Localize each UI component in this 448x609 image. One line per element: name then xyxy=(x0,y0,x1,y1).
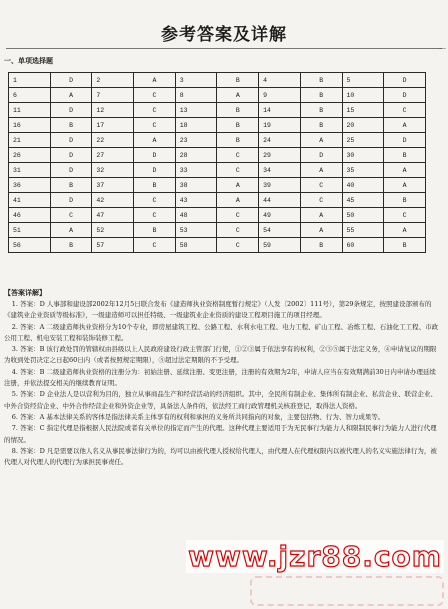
answer-letter-cell: A xyxy=(384,118,426,133)
question-number-cell: 8 xyxy=(175,88,217,103)
question-number-cell: 50 xyxy=(342,208,384,223)
answer-letter-cell: B xyxy=(300,118,342,133)
answer-letter-cell: C xyxy=(134,208,176,223)
answer-row xyxy=(9,163,426,178)
answer-letter-cell: B xyxy=(217,103,259,118)
answer-letter-cell: D xyxy=(50,73,92,88)
answer-letter-cell: B xyxy=(134,223,176,238)
question-number-cell: 47 xyxy=(92,208,134,223)
answer-letter-cell: B xyxy=(384,193,426,208)
answer-letter-cell: A xyxy=(300,223,342,238)
question-number-cell: 31 xyxy=(9,163,51,178)
question-number-cell: 44 xyxy=(259,193,301,208)
question-number-cell: 30 xyxy=(342,148,384,163)
question-number-cell: 39 xyxy=(259,178,301,193)
answer-letter-cell: B xyxy=(217,133,259,148)
answer-letter-cell: D xyxy=(134,163,176,178)
answer-row xyxy=(9,193,426,208)
question-number-cell: 53 xyxy=(175,223,217,238)
explanation-paragraph: 6. 答案：A 基本法律关系的客体是指法律关系主体享有的权利和承担的义务所共同指向的对象，主要包括物、行为、智力成果等。 xyxy=(11,412,385,421)
explanation-paragraph: 5. 答案：D 企业法人是以营利为目的，独立从事商品生产和经营活动的经济组织。其中，全民所有制企业、集体所有制企业、私营企业、联营企业、中外合资经营企业、中外合作经营企业和外资企业等，具备法人条件的，依法经工商行政管理机关核准登记，取得法人资格。 xyxy=(4,390,437,410)
question-number-cell: 25 xyxy=(342,133,384,148)
question-number-cell: 22 xyxy=(92,133,134,148)
answer-row xyxy=(9,103,426,118)
question-number-cell: 55 xyxy=(342,223,384,238)
answer-letter-cell: C xyxy=(217,223,259,238)
answer-letter-cell: C xyxy=(134,238,176,253)
answer-key-table xyxy=(8,72,426,253)
question-number-cell: 58 xyxy=(175,238,217,253)
answer-letter-cell: A xyxy=(217,178,259,193)
answer-letter-cell: C xyxy=(50,208,92,223)
answer-letter-cell: B xyxy=(300,238,342,253)
answer-letter-cell: A xyxy=(300,163,342,178)
question-number-cell: 49 xyxy=(259,208,301,223)
question-number-cell: 14 xyxy=(259,103,301,118)
answer-letter-cell: A xyxy=(217,88,259,103)
question-number-cell: 60 xyxy=(342,238,384,253)
question-number-cell: 36 xyxy=(9,178,51,193)
question-number-cell: 10 xyxy=(342,88,384,103)
answer-letter-cell: B xyxy=(384,238,426,253)
answer-row xyxy=(9,178,426,193)
answer-letter-cell: C xyxy=(134,88,176,103)
explanation-paragraph: 3. 答案：B 该行政处罚的管辖权由县级以上人民政府建设行政主管部门行使，①②③属于依法享有的权利，②③⑤属于法定义务，④申请复议的期限为收到处罚决定之日起60日内（或者按照规定期限），⑤超过法定期限的不予受理。 xyxy=(4,345,437,365)
question-number-cell: 4 xyxy=(259,73,301,88)
question-number-cell: 15 xyxy=(342,103,384,118)
answer-row xyxy=(9,133,426,148)
answer-letter-cell: B xyxy=(217,73,259,88)
question-number-cell: 3 xyxy=(175,73,217,88)
answer-letter-cell: B xyxy=(300,88,342,103)
answer-row xyxy=(9,208,426,223)
answer-letter-cell: A xyxy=(134,73,176,88)
question-number-cell: 23 xyxy=(175,133,217,148)
answer-letter-cell: C xyxy=(384,208,426,223)
question-number-cell: 28 xyxy=(175,148,217,163)
question-number-cell: 5 xyxy=(342,73,384,88)
question-number-cell: 27 xyxy=(92,148,134,163)
answer-letter-cell: D xyxy=(50,148,92,163)
question-number-cell: 17 xyxy=(92,118,134,133)
answer-letter-cell: D xyxy=(300,148,342,163)
answer-letter-cell: B xyxy=(50,238,92,253)
question-number-cell: 40 xyxy=(342,178,384,193)
question-number-cell: 52 xyxy=(92,223,134,238)
question-number-cell: 35 xyxy=(342,163,384,178)
question-number-cell: 6 xyxy=(9,88,51,103)
question-number-cell: 59 xyxy=(259,238,301,253)
answer-letter-cell: A xyxy=(50,223,92,238)
question-number-cell: 38 xyxy=(175,178,217,193)
answer-letter-cell: C xyxy=(300,178,342,193)
answer-letter-cell: B xyxy=(300,103,342,118)
question-number-cell: 43 xyxy=(175,193,217,208)
question-number-cell: 57 xyxy=(92,238,134,253)
answer-letter-cell: A xyxy=(300,208,342,223)
answer-letter-cell: B xyxy=(384,148,426,163)
question-number-cell: 33 xyxy=(175,163,217,178)
answer-letter-cell: D xyxy=(50,103,92,118)
answer-letter-cell: A xyxy=(217,193,259,208)
answer-letter-cell: D xyxy=(384,133,426,148)
question-number-cell: 48 xyxy=(175,208,217,223)
answer-letter-cell: B xyxy=(217,118,259,133)
answer-letter-cell: A xyxy=(384,163,426,178)
answer-letter-cell: D xyxy=(50,193,92,208)
answer-letter-cell: D xyxy=(384,73,426,88)
question-number-cell: 7 xyxy=(92,88,134,103)
answer-letter-cell: C xyxy=(217,238,259,253)
answer-row xyxy=(9,238,426,253)
question-number-cell: 19 xyxy=(259,118,301,133)
answer-letter-cell: D xyxy=(50,163,92,178)
explanations-block xyxy=(4,299,442,468)
question-number-cell: 37 xyxy=(92,178,134,193)
explanation-paragraph: 1. 答案：D 人事部和建设部2002年12月5日联合发布《建造师执业资格制度暂行规定》（人发〔2002〕111号），第29条规定，按照建设部颁布的《建筑业企业资质等级标准》，一级建造师可以担任特级、一级建筑业企业资质的建设工程项目施工的项目经理。 xyxy=(4,300,432,320)
answer-row xyxy=(9,223,426,238)
question-number-cell: 51 xyxy=(9,223,51,238)
question-number-cell: 18 xyxy=(175,118,217,133)
question-number-cell: 21 xyxy=(9,133,51,148)
question-number-cell: 26 xyxy=(9,148,51,163)
website-watermark: www.jzr88.com xyxy=(186,540,444,573)
answer-letter-cell: B xyxy=(300,73,342,88)
question-number-cell: 56 xyxy=(9,238,51,253)
question-number-cell: 54 xyxy=(259,223,301,238)
answer-key-body xyxy=(9,73,426,253)
answer-letter-cell: A xyxy=(50,88,92,103)
answer-letter-cell: A xyxy=(384,178,426,193)
answer-letter-cell: C xyxy=(134,193,176,208)
question-number-cell: 46 xyxy=(9,208,51,223)
page-title: 参考答案及详解 xyxy=(161,25,287,45)
answer-row xyxy=(9,88,426,103)
question-number-cell: 20 xyxy=(342,118,384,133)
question-number-cell: 11 xyxy=(9,103,51,118)
answer-row xyxy=(9,118,426,133)
answer-letter-cell: A xyxy=(134,133,176,148)
question-number-cell: 16 xyxy=(9,118,51,133)
answer-row xyxy=(9,148,426,163)
answer-letter-cell: C xyxy=(217,208,259,223)
answer-letter-cell: D xyxy=(134,148,176,163)
answer-letter-cell: C xyxy=(384,103,426,118)
answer-row xyxy=(9,73,426,88)
title-divider xyxy=(6,48,442,49)
answer-letter-cell: D xyxy=(384,88,426,103)
question-number-cell: 32 xyxy=(92,163,134,178)
question-number-cell: 13 xyxy=(175,103,217,118)
answer-letter-cell: A xyxy=(384,223,426,238)
question-number-cell: 42 xyxy=(92,193,134,208)
answer-letter-cell: B xyxy=(50,118,92,133)
answer-letter-cell: C xyxy=(300,193,342,208)
explanation-paragraph: 8. 答案：D 凡是需要以他人名义从事民事法律行为的，均可以由被代理人授权给代理人，由代理人在代理权限内以被代理人的名义实施法律行为，被代理人对代理人的代理行为承担民事责任。 xyxy=(4,446,437,467)
explanation-paragraph: 4. 答案：B 二级建造师执业资格的注册分为：初始注册、延续注册、变更注册，注册的有效期为2年，申请人应当在有效期满前30日内申请办理延续注册，并依法提交相关的继续教育证明。 xyxy=(4,367,436,388)
question-number-cell: 9 xyxy=(259,88,301,103)
answer-letter-cell: C xyxy=(217,163,259,178)
question-number-cell: 24 xyxy=(259,133,301,148)
answer-letter-cell: C xyxy=(217,148,259,163)
question-number-cell: 1 xyxy=(9,73,51,88)
section-heading-single-choice: 一、单项选择题 xyxy=(4,57,53,65)
question-number-cell: 45 xyxy=(342,193,384,208)
answer-letter-cell: B xyxy=(134,178,176,193)
explanation-paragraph: 7. 答案：C 指定代理是指根据人民法院或者有关单位的指定而产生的代理。这种代理主要适用于为无民事行为能力人和限制民事行为能力人进行代理的情况。 xyxy=(4,424,437,444)
question-number-cell: 2 xyxy=(92,73,134,88)
detail-heading: 【答案详解】 xyxy=(4,289,46,297)
answer-letter-cell: D xyxy=(50,133,92,148)
watermark-stamp xyxy=(250,576,444,606)
question-number-cell: 34 xyxy=(259,163,301,178)
answer-letter-cell: C xyxy=(134,118,176,133)
question-number-cell: 29 xyxy=(259,148,301,163)
question-number-cell: 41 xyxy=(9,193,51,208)
answer-letter-cell: B xyxy=(50,178,92,193)
explanation-paragraph: 2. 答案：A 二级建造师执业资格分为10个专业，即房屋建筑工程、公路工程、水利水电工程、电力工程、矿山工程、冶炼工程、石油化工工程、市政公用工程、机电安装工程和装饰装修工程。 xyxy=(4,322,439,342)
answer-letter-cell: C xyxy=(134,103,176,118)
answer-letter-cell: A xyxy=(300,133,342,148)
margin-mark: — xyxy=(439,44,446,52)
question-number-cell: 12 xyxy=(92,103,134,118)
